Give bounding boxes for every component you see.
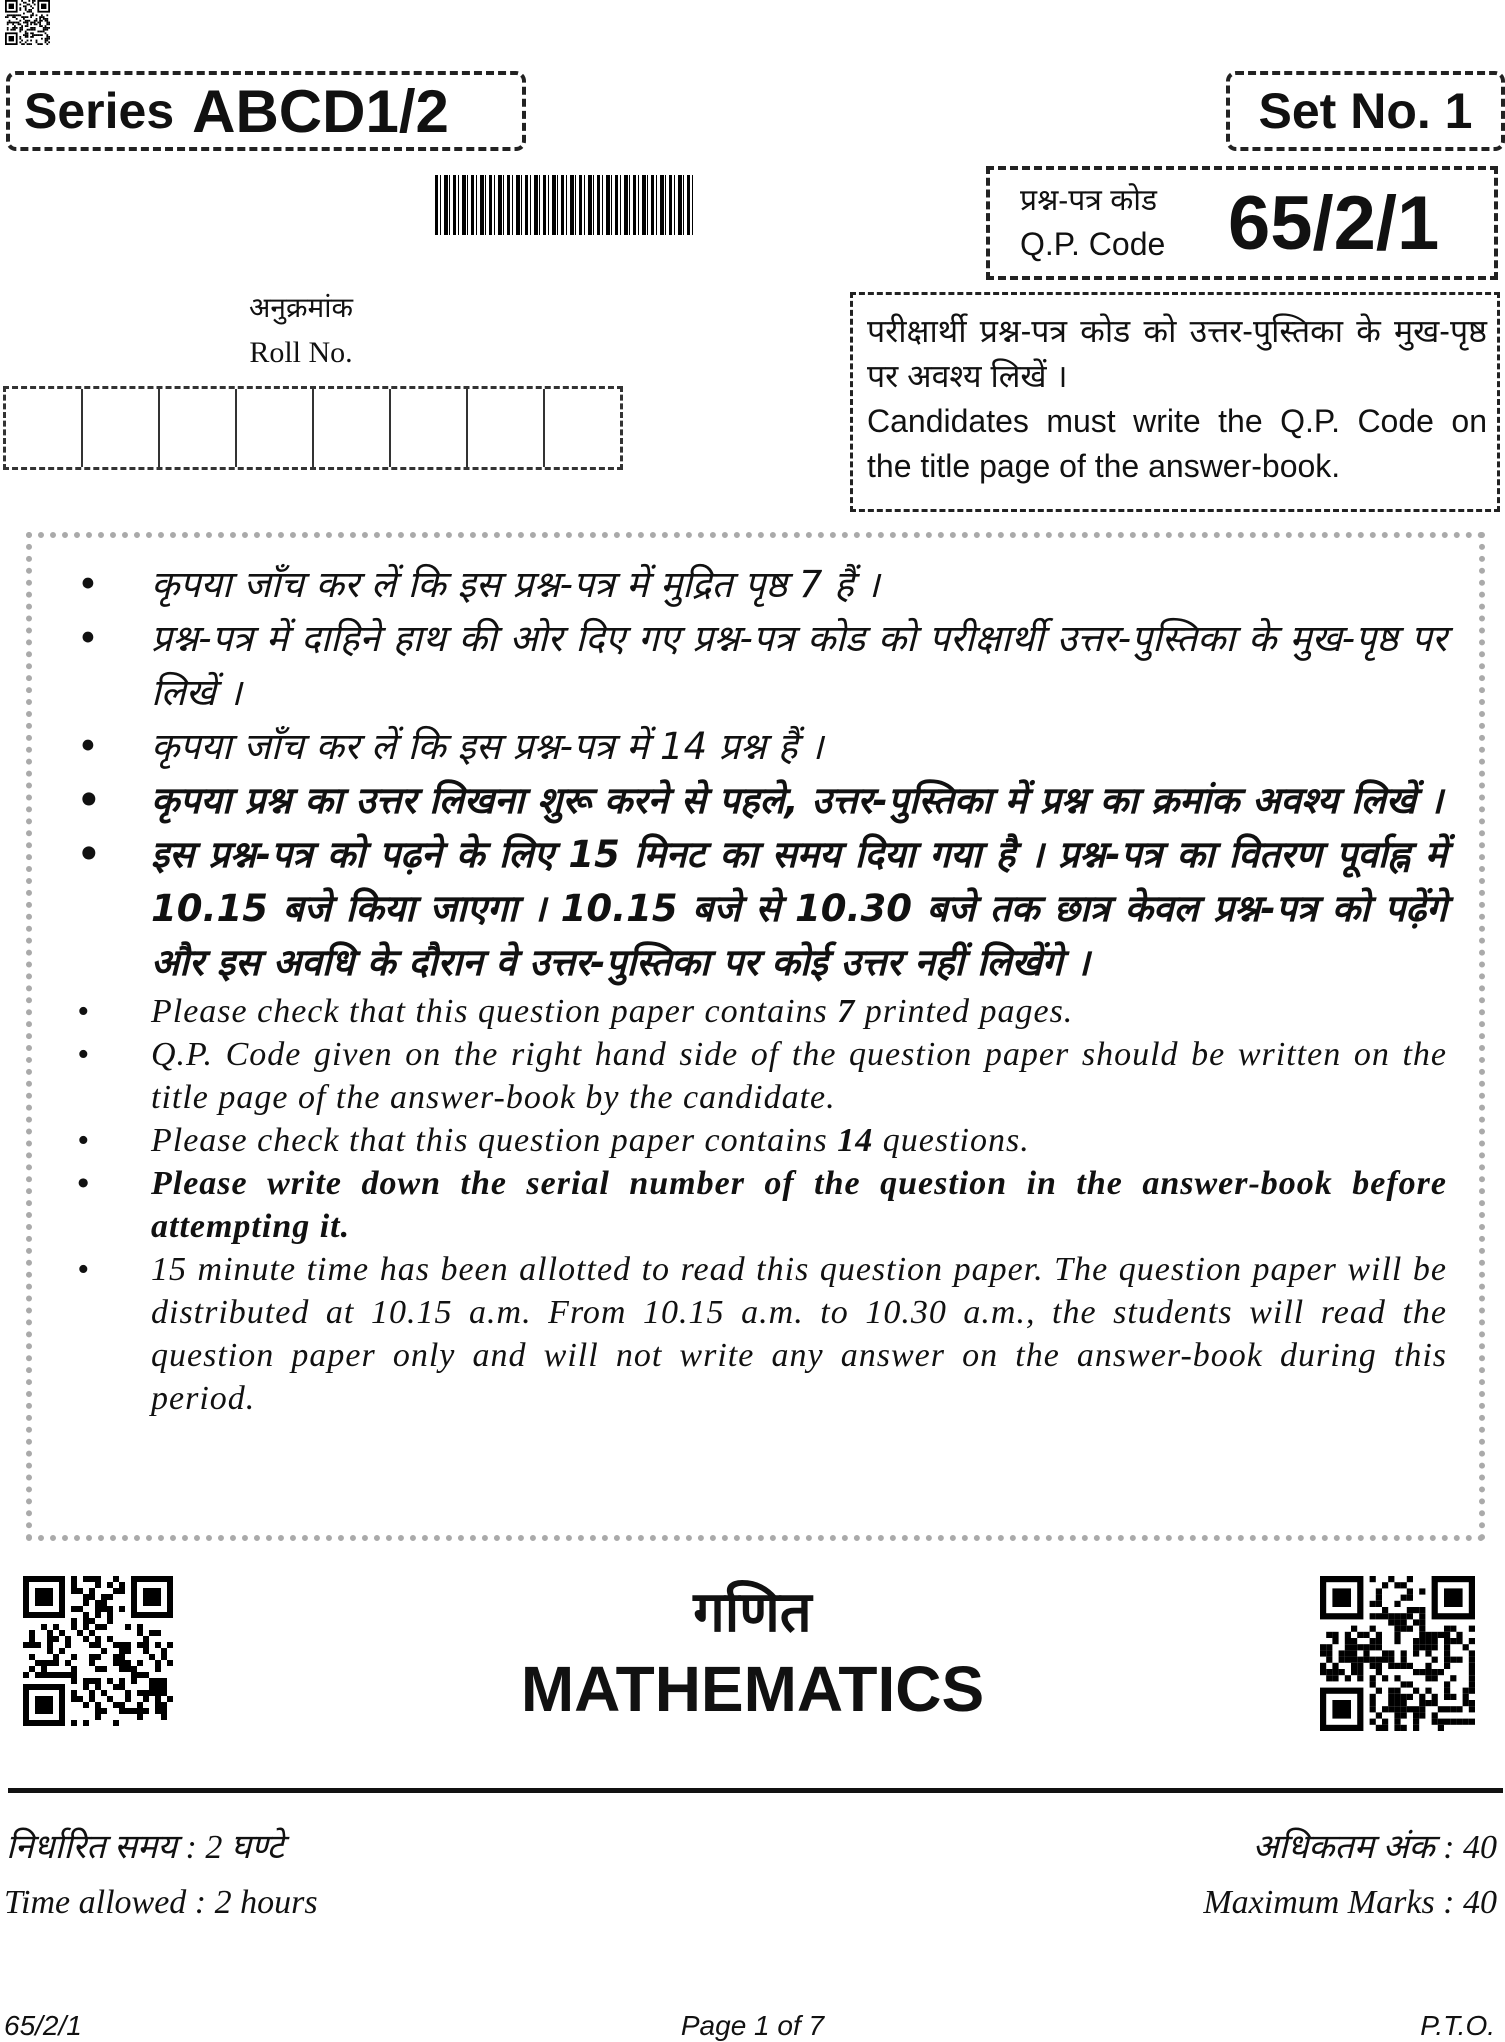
series-label	[6, 71, 526, 151]
roll-number-label: Roll No.	[249, 336, 353, 369]
roll-number-cell[interactable]	[545, 389, 620, 467]
page-number: Page 1 of 7	[680, 2010, 825, 2041]
qp-code-value: 65/2/1	[1228, 181, 1440, 266]
roll-number-cell[interactable]	[237, 389, 314, 467]
instruction-english	[77, 990, 1447, 1033]
roll-number-cell[interactable]	[6, 389, 83, 467]
roll-number-hindi-label: अनुक्रमांक	[249, 293, 353, 324]
instruction-text: questions.	[873, 1122, 1030, 1159]
instruction-hindi: • इस प्रश्न-पत्र को पढ़ने के लिए 15 मिनट का समय दिया गया है । प्रश्न-पत्र का वितरण पूर्वाह्न में 10.15 बजे किया जाएगा । 10.15 बजे से 10.30 बजे तक छात्र केवल प्रश्न-पत्र को पढ़ेंगे और इस अवधि के दौरान वे उत्तर-पुस्तिका पर कोई उत्तर नहीं लिखेंगे ।	[77, 828, 1447, 990]
roll-number-cell[interactable]	[160, 389, 237, 467]
time-allowed: Time allowed : 2 hours	[4, 1884, 318, 1921]
qp-code-label: Q.P. Code	[1020, 226, 1166, 262]
instruction-text: Please check that this question paper contains	[151, 993, 838, 1030]
roll-number-boxes[interactable]	[3, 386, 623, 470]
page-count: 7	[837, 993, 856, 1030]
candidate-note-box	[850, 292, 1500, 512]
instruction-text: Please check that this question paper contains	[151, 1122, 838, 1159]
barcode-icon	[435, 175, 695, 235]
instruction-english: • 15 minute time has been allotted to read this question paper. The question paper will be distributed at 10.15 a.m. From 10.15 a.m. to 10.30 a.m., the students will read the question paper only and will not write any answer on the answer-book during this period.	[77, 1248, 1447, 1420]
instruction-text: printed pages.	[855, 993, 1074, 1030]
instruction-english: • Q.P. Code given on the right hand side of the question paper should be written on the title page of the answer-book by the candidate.	[77, 1033, 1447, 1119]
instructions-box	[26, 532, 1485, 1541]
time-allowed-hindi: निर्धारित समय : 2 घण्टे	[6, 1829, 284, 1866]
instruction-hindi: • प्रश्न-पत्र में दाहिने हाथ की ओर दिए गए प्रश्न-पत्र कोड को परीक्षार्थी उत्तर-पुस्तिका के मुख-पृष्ठ पर लिखें ।	[77, 612, 1447, 720]
footer-code: 65/2/1	[4, 2010, 82, 2041]
candidate-note-hindi: परीक्षार्थी प्रश्न-पत्र कोड को उत्तर-पुस्तिका के मुख-पृष्ठ पर अवश्य लिखें ।	[867, 313, 1487, 394]
instruction-hindi: • कृपया प्रश्न का उत्तर लिखना शुरू करने से पहले, उत्तर-पुस्तिका में प्रश्न का क्रमांक अवश्य लिखें ।	[77, 774, 1447, 828]
candidate-note-english: Candidates must write the Q.P. Code on the title page of the answer-book.	[867, 403, 1487, 484]
maximum-marks-hindi: अधिकतम अंक : 40	[1252, 1829, 1497, 1866]
qr-code-icon	[0, 0, 55, 45]
instruction-english: • Please write down the serial number of the question in the answer-book before attempting it.	[77, 1162, 1447, 1248]
question-count: 14	[837, 1122, 874, 1159]
series-value: ABCD1/2	[192, 77, 449, 145]
roll-number-cell[interactable]	[314, 389, 391, 467]
qp-code-hindi-label: प्रश्न-पत्र कोड	[1020, 184, 1158, 217]
set-number: Set No. 1	[1226, 71, 1505, 151]
subject-title: MATHEMATICS	[520, 1653, 985, 1725]
roll-number-cell[interactable]	[83, 389, 160, 467]
instruction-hindi: • कृपया जाँच कर लें कि इस प्रश्न-पत्र में मुद्रित पृष्ठ 7 हैं ।	[77, 558, 1447, 612]
instructions-list	[77, 558, 1447, 1420]
qp-code-box	[986, 166, 1498, 280]
divider	[8, 1788, 1503, 1793]
roll-number-cell[interactable]	[468, 389, 545, 467]
roll-number-cell[interactable]	[391, 389, 468, 467]
instruction-english	[77, 1119, 1447, 1162]
qr-code-icon	[1319, 1576, 1476, 1731]
pto-label: P.T.O.	[1420, 2010, 1495, 2041]
instruction-hindi: • कृपया जाँच कर लें कि इस प्रश्न-पत्र में 14 प्रश्न हैं ।	[77, 720, 1447, 774]
subject-hindi: गणित	[693, 1580, 812, 1643]
maximum-marks: Maximum Marks : 40	[1203, 1884, 1497, 1921]
series-label-text: Series	[24, 83, 175, 139]
